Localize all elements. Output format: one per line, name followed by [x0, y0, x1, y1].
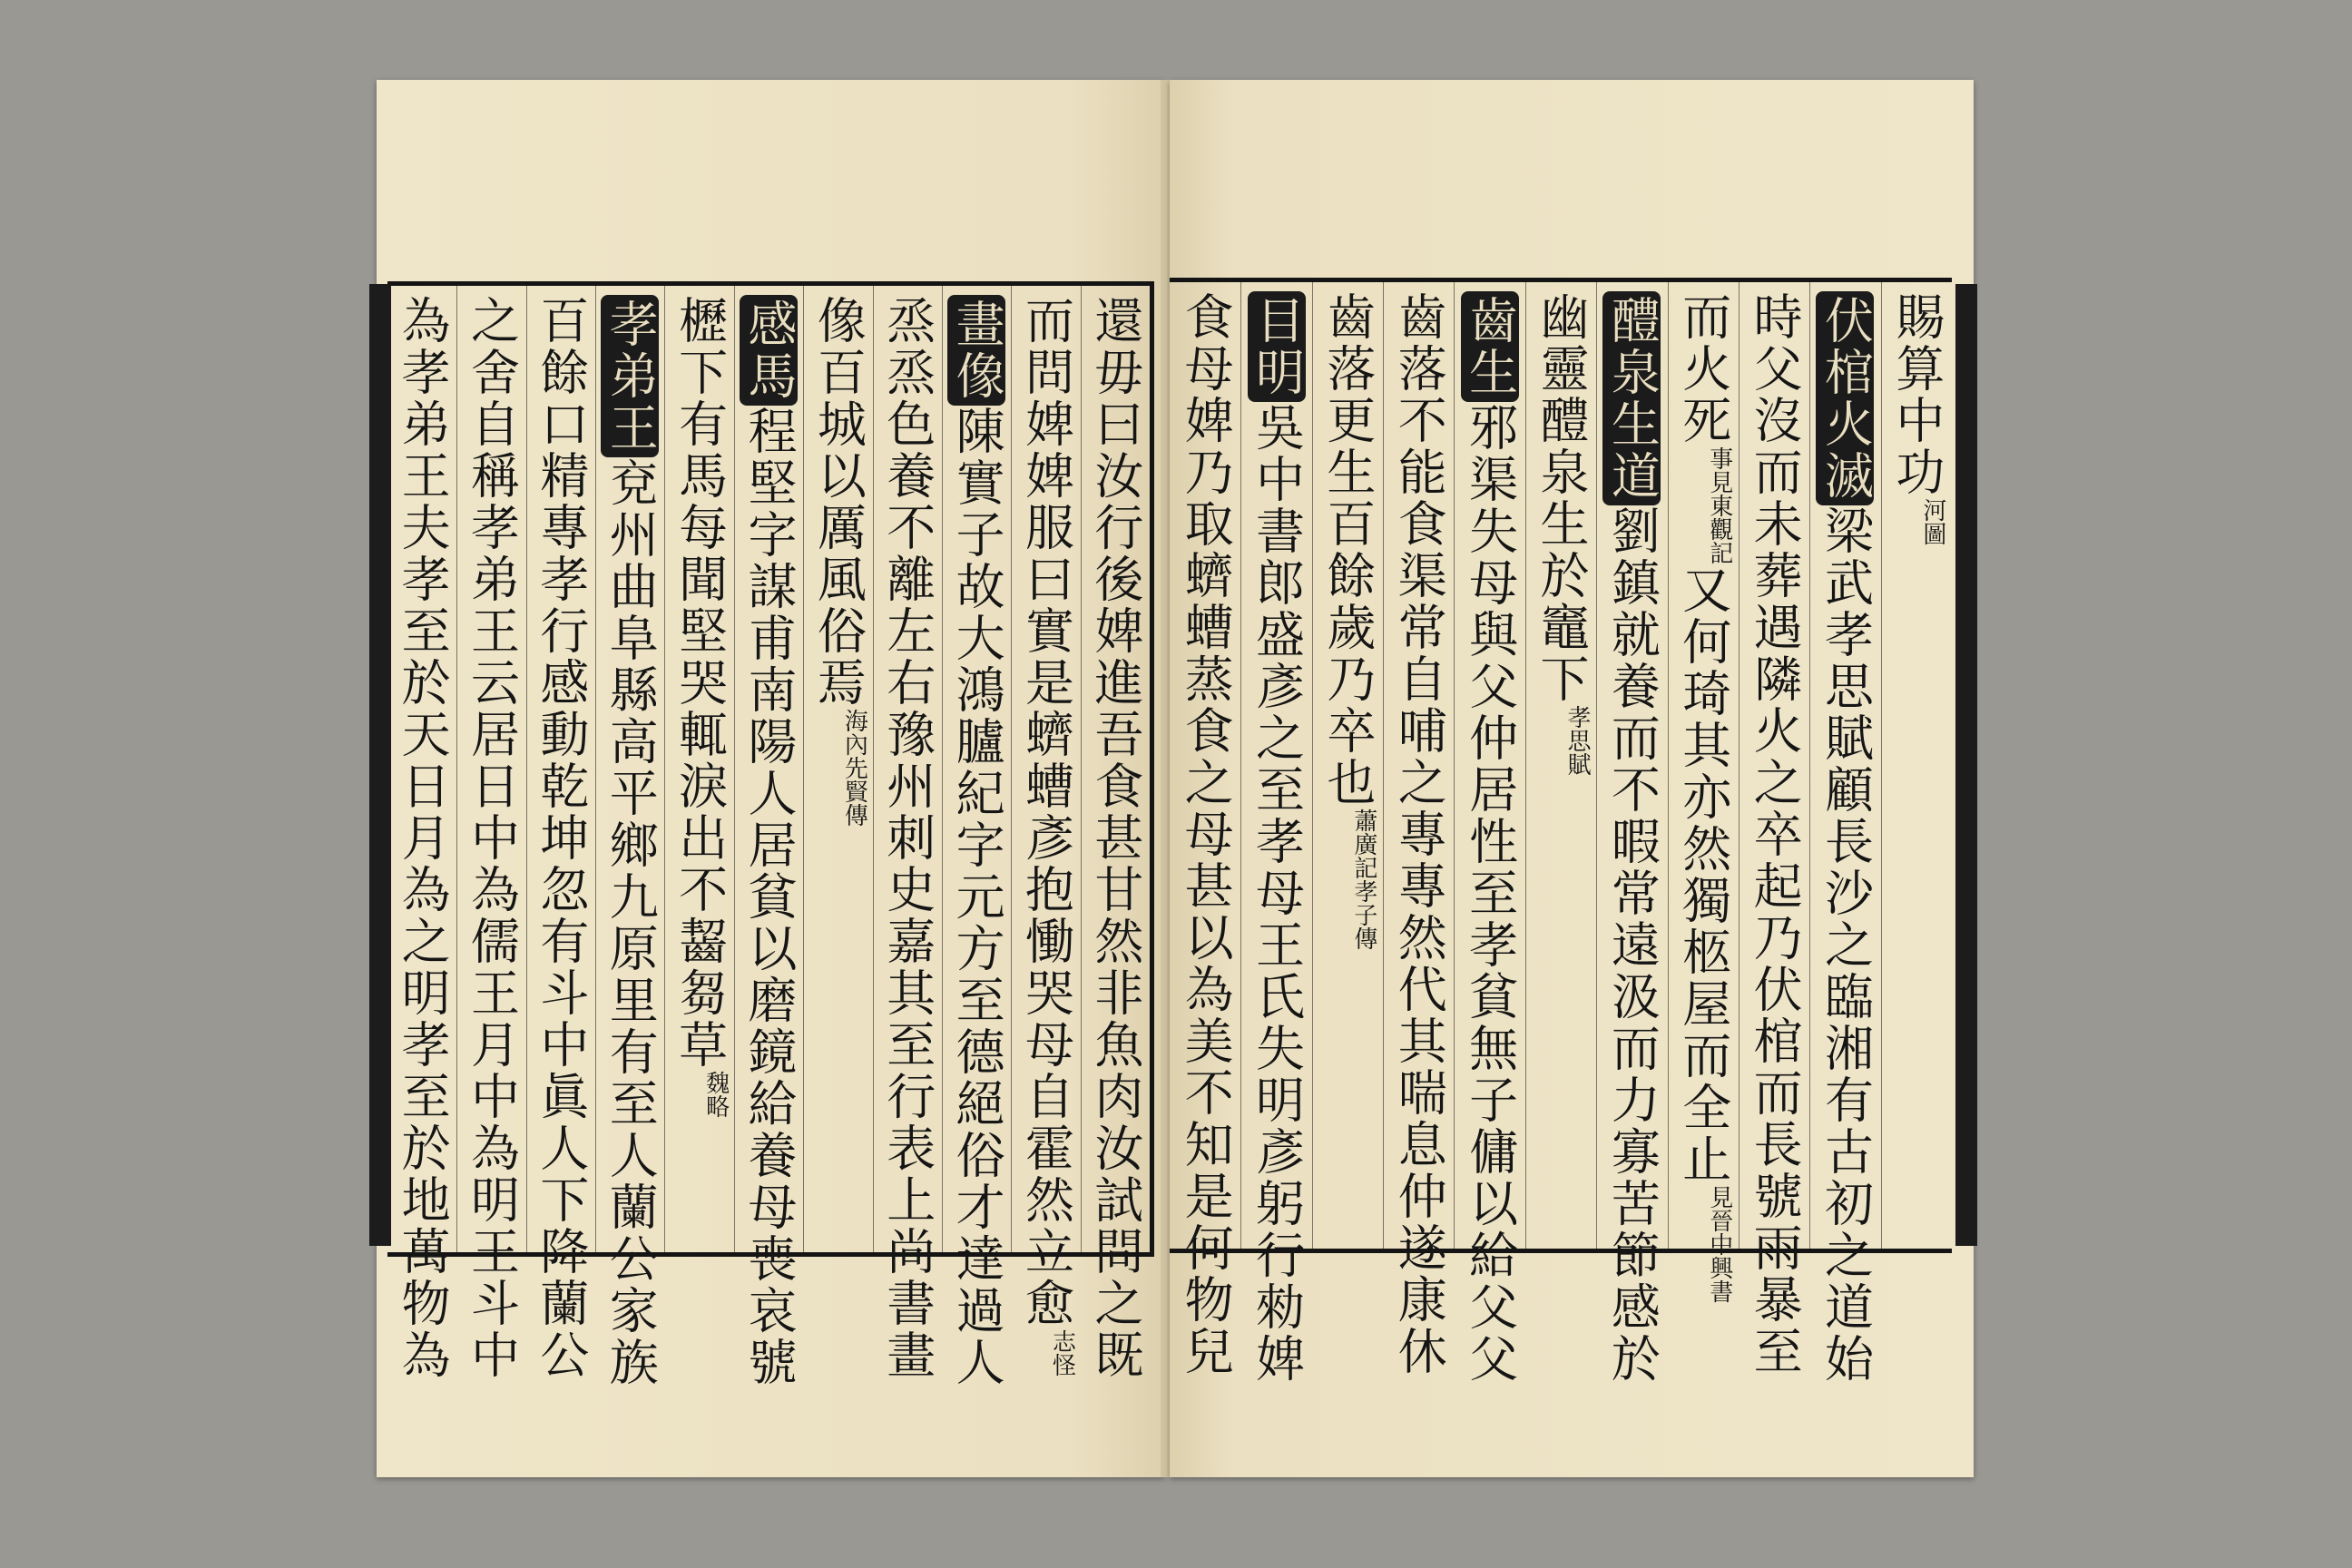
column-rule	[1668, 282, 1669, 1249]
left-page-column	[1016, 295, 1074, 1377]
column-rule	[595, 286, 596, 1252]
column-rule	[1596, 282, 1597, 1249]
right-page-column	[1318, 291, 1377, 950]
section-heading-tag: 醴泉生道	[1602, 291, 1661, 505]
column-text: 劉鎮就養而不暇常遠汲而力寡苦節感於	[1603, 505, 1661, 1385]
column-text: 之舍自稱孝弟王云居日中為儒王月中為明王斗中	[463, 295, 521, 1381]
left-page-column	[808, 295, 867, 827]
column-text: 時父沒而未葬遇隣火之卒起乃伏棺而長號雨暴至	[1746, 291, 1804, 1377]
column-rule	[456, 286, 457, 1252]
left-page-column	[878, 295, 936, 1381]
column-rule	[1081, 286, 1082, 1252]
column-text: 為孝弟王夫孝至於天日月為之明孝至於地萬物為	[394, 295, 452, 1381]
column-text: 吳中書郎盛彥之至孝母王氏失明彥躬行勑婢	[1248, 402, 1306, 1385]
column-rule	[942, 286, 943, 1252]
column-rule	[1454, 282, 1455, 1249]
column-rule	[1739, 282, 1740, 1249]
column-text: 像百城以厲風俗焉	[809, 295, 867, 709]
left-page	[377, 80, 1164, 1477]
right-page-column	[1176, 291, 1234, 1377]
column-rule	[526, 286, 527, 1252]
right-text-frame	[1170, 278, 1952, 1385]
column-text: 幽靈醴泉生於竈下	[1533, 291, 1590, 705]
column-text: 櫪下有馬每聞堅哭輒淚出不齧芻草	[671, 295, 729, 1071]
right-page-column	[1816, 291, 1874, 1385]
column-text: 齒落不能食渠常自哺之專專然代其喘息仲遂康休	[1390, 291, 1448, 1377]
right-fore-edge-band	[1955, 284, 1977, 1246]
interlinear-note: 河圖	[1918, 498, 1946, 545]
section-heading-tag: 孝弟王	[601, 295, 659, 457]
left-page-column	[532, 295, 590, 1381]
left-page-column	[393, 295, 451, 1381]
right-page-column	[1674, 291, 1732, 1303]
column-text: 烝烝色養不離左右豫州刺史嘉其至行表上尚書畫	[878, 295, 936, 1381]
left-page-column	[947, 295, 1005, 1388]
section-heading-tag: 目明	[1248, 291, 1306, 402]
column-text: 又何琦其亦然獨柩屋而全止	[1674, 564, 1732, 1185]
column-text: 而問婢婢服曰實是蠐螬彥抱慟哭母自霍然立愈	[1017, 295, 1075, 1329]
left-page-column	[601, 295, 659, 1388]
left-page-column	[463, 295, 521, 1381]
right-page-column	[1745, 291, 1803, 1377]
right-page-column	[1602, 291, 1661, 1385]
column-text: 陳實子故大鴻臚紀字元方至德絕俗才達過人	[948, 406, 1006, 1388]
interlinear-note: 蕭廣記孝子傳	[1349, 808, 1377, 950]
column-rule	[873, 286, 874, 1252]
column-rule	[1881, 282, 1882, 1249]
interlinear-note: 孝思賦	[1563, 705, 1591, 776]
column-rule	[803, 286, 804, 1252]
interlinear-note: 事見東觀記	[1705, 446, 1733, 564]
right-page	[1170, 80, 1974, 1477]
left-page-column	[1086, 295, 1144, 1381]
column-rule	[1383, 282, 1384, 1249]
column-rule	[1240, 282, 1241, 1249]
column-rule	[1011, 286, 1012, 1252]
interlinear-note: 魏略	[701, 1071, 730, 1118]
column-text: 賜算中功	[1887, 291, 1945, 498]
column-text: 還毋曰汝行後婢進吾食甚甘然非魚肉汝試問之既	[1086, 295, 1144, 1381]
left-text-frame	[387, 281, 1154, 1388]
left-page-column	[740, 295, 798, 1388]
section-heading-tag: 感馬	[740, 295, 798, 406]
column-text: 而火死	[1674, 291, 1732, 446]
column-text: 梁武孝思賦顧長沙之臨湘有古初之道始	[1817, 505, 1875, 1385]
column-text: 程堅字謀甫南陽人居貧以磨鏡給養母喪哀號	[740, 406, 798, 1388]
right-page-column	[1461, 291, 1519, 1385]
column-text: 齒落更生百餘歲乃卒也	[1318, 291, 1377, 808]
column-text: 百餘口精專孝行感動乾坤忽有斗中眞人下降蘭公	[532, 295, 590, 1381]
right-page-column	[1887, 291, 1945, 545]
column-rule	[1312, 282, 1313, 1249]
column-text: 食母婢乃取蠐螬蒸食之母甚以為美不知是何物兒	[1177, 291, 1235, 1377]
column-text: 邪渠失母與父仲居性至孝貧無子傭以給父父	[1461, 402, 1519, 1385]
column-text: 兗州曲阜縣高平鄉九原里有至人蘭公家族	[602, 457, 660, 1388]
left-fore-edge-band	[369, 284, 391, 1246]
section-heading-tag: 畫像	[947, 295, 1005, 406]
section-heading-tag: 伏棺火滅	[1816, 291, 1874, 505]
column-rule	[664, 286, 665, 1252]
interlinear-note: 海內先賢傳	[840, 709, 868, 827]
right-page-column	[1532, 291, 1590, 776]
left-page-column	[671, 295, 729, 1118]
column-rule	[734, 286, 735, 1252]
column-rule	[1525, 282, 1526, 1249]
right-page-column	[1248, 291, 1306, 1385]
open-book	[377, 80, 1974, 1477]
interlinear-note: 見晉中興書	[1705, 1185, 1733, 1303]
section-heading-tag: 齒生	[1461, 291, 1519, 402]
column-rule	[1809, 282, 1810, 1249]
interlinear-note: 志怪	[1048, 1329, 1076, 1377]
right-page-column	[1389, 291, 1447, 1377]
